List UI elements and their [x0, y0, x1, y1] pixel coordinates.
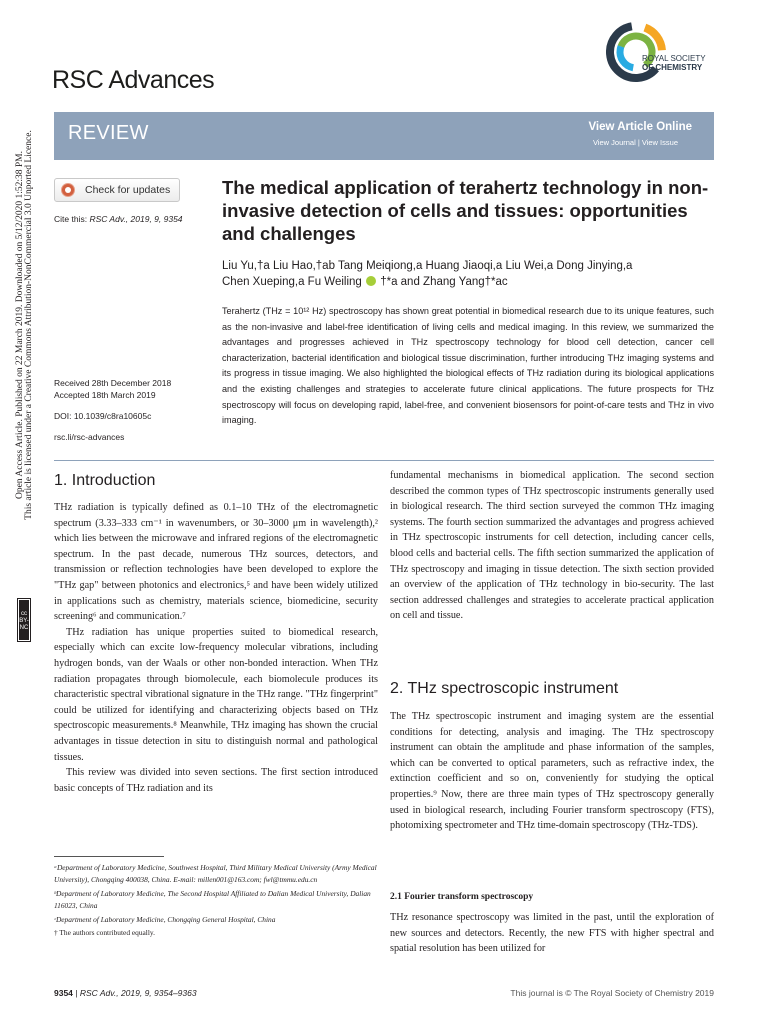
- cc-license-badge[interactable]: [17, 598, 31, 642]
- section-2-heading: 2. THz spectroscopic instrument: [390, 680, 619, 697]
- rsc-logo-icon: [606, 18, 718, 88]
- article-type-banner: [54, 112, 714, 160]
- cite-label: Cite this:: [54, 214, 90, 224]
- authors-line-2a: Chen Xueping,a Fu Weiling: [222, 276, 362, 288]
- left-column: [54, 500, 378, 796]
- authors-line-1: Liu Yu,†a Liu Hao,†ab Tang Meiqiong,a Huang Jiaoqi,a Liu Wei,a Dong Jinying,a: [222, 260, 633, 272]
- page-number: 9354: [54, 988, 73, 998]
- intro-paragraph-2: THz radiation has unique properties suited to biomedical research, especially which can excite low-frequency molecular vibrations, including hydrogen bonds, van der Waals or other non-bonded interaction. When THz radiation propagates through biomolecule, each biomolecule produces its characteristic spectral vibrational signature in the THz range. "THz fingerprint" could be utilized for identifying and characterizing objects based on THz spectroscopic measurements.⁸ Meanwhile, THz imaging has shown the crucial advantages in tissue detection in situ to distinguish normal and pathological tissues.: [54, 626, 378, 763]
- section-2-1-paragraph: THz resonance spectroscopy was limited in the past, until the exploration of new sources and detectors. Recently, the new FTS with higher spectral and spatial resolution has been utilized for: [390, 912, 714, 955]
- check-updates-button[interactable]: [54, 178, 180, 202]
- check-updates-label: Check for updates: [85, 184, 171, 196]
- open-access-notice: Open Access Article. Published on 22 March 2019. Downloaded on 5/12/2020 1:52:38 PM.: [15, 150, 25, 500]
- footnote-dagger: † The authors contributed equally.: [54, 928, 155, 938]
- article-type: REVIEW: [68, 122, 149, 144]
- journal-link[interactable]: rsc.li/rsc-advances: [54, 432, 125, 442]
- publisher-line-2: OF CHEMISTRY: [642, 63, 703, 72]
- intro-heading: 1. Introduction: [54, 472, 156, 489]
- accepted-date: Accepted 18th March 2019: [54, 390, 156, 400]
- abstract: Terahertz (THz = 10¹² Hz) spectroscopy has shown great potential in biomedical research due to its unique features, such as the non-invasive and label-free identification of living cells and medical imaging. In this review, we summarized the advantages and progresses achieved in THz spectroscopy technology for blood cell detection, cancer cell characterization, bacterial identification and biological tissue discrimination, further introducing THz imaging systems and its progress in tissue imaging. We also highlighted the biological effects of THz radiation during its biological applications and the existing challenges and strategies to accelerate future clinical applications. The future prospects for THz spectroscopy will focus on developing rapid, label-free, and convenient biosensors for point-of-care tests and THz in vivo imaging.: [222, 306, 714, 426]
- footnote-divider: [54, 856, 164, 857]
- authors-line-2b: †*a and Zhang Yang†*ac: [380, 276, 508, 288]
- cite-this: [54, 214, 183, 224]
- received-date: Received 28th December 2018: [54, 378, 172, 388]
- authors-line-2: [222, 274, 714, 290]
- page-footer-right: This journal is © The Royal Society of Chemistry 2019: [510, 988, 714, 998]
- check-updates-icon: [61, 183, 75, 197]
- abstract-divider: [54, 460, 714, 461]
- cc-license-text: cc BY-NC: [19, 611, 29, 631]
- view-journal-issue-links[interactable]: View Journal | View Issue: [592, 138, 678, 147]
- intro-paragraph-3: This review was divided into seven sections. The first section introduced basic concepts of THz radiation and its: [54, 767, 378, 794]
- intro-paragraph-4: fundamental mechanisms in biomedical application. The second section described the common types of THz spectroscopic instruments generally used in biological research. The third section surveyed the common THz imaging systems. The fourth section summarized the advantages and progress achieved in THz spectroscopic instruments for cell detection, including cancer cells, blood cells and bacterial cells. The fifth section summarized the application of THz spectroscopy and imaging in tissue detection. The sixth section provided an overview of the application of THz technology in bio-security. The last section addressed challenges and strategies to accelerate practical application on cell and tissue.: [390, 470, 714, 622]
- footnotes: [54, 862, 378, 940]
- article-dates: [54, 377, 171, 443]
- rsc-logo: [606, 18, 718, 88]
- section-2-1-body: [390, 910, 714, 957]
- section-2-paragraph: The THz spectroscopic instrument and imaging system are the essential conditions for detecting, analysis and imaging. The THz spectroscopy instrument can obtain the amplitude and phase information of the samples, which can be converted to optical parameters, such as refractive index, the extinction coefficient and so on, conveniently for studying the optical properties.⁹ Now, there are three main types of THz spectroscopy generally used in biological research, including Fourier transform spectroscopy (FTS), photomixing spectrometer and THz time-domain spectroscopy (THz-TDS).: [390, 711, 714, 832]
- footnote-c: ᶜDepartment of Laboratory Medicine, Chongqing General Hospital, China: [54, 914, 276, 924]
- page-footer-left: [54, 988, 197, 998]
- footnote-b: ᵇDepartment of Laboratory Medicine, The Second Hospital Affiliated to Dalian Medical University, Dalian 116023, China: [54, 888, 371, 911]
- section-2-body: [390, 709, 714, 834]
- doi[interactable]: DOI: 10.1039/c8ra10605c: [54, 411, 152, 421]
- author-list: [222, 258, 714, 290]
- intro-paragraph-1: THz radiation is typically defined as 0.1–10 THz of the electromagnetic spectrum (3.33–333 cm⁻¹ in wavenumbers, or 30–3000 μm in wavelength),² which lies between the microwave and infrared regions of the electromagnetic spectrum. In the past decade, numerous THz sources, detectors, and transmission or reflection technologies have been developed to explore the "THz gap" between photonics and electronics,⁵ and have been widely utilized in applications such as chemistry, materials science, biomedicine, security screening⁶ and communication.⁷: [54, 502, 378, 623]
- cite-ref: RSC Adv., 2019, 9, 9354: [89, 214, 183, 224]
- orcid-icon[interactable]: [366, 276, 376, 286]
- footnote-a: ᵃDepartment of Laboratory Medicine, Southwest Hospital, Third Military Medical University (Army Medical University), Chongqing 400038, China. E-mail: millen001@163.com; fwl@tmmu.edu.cn: [54, 863, 377, 885]
- publisher-line-1: ROYAL SOCIETY: [642, 54, 706, 63]
- journal-name: RSC Advances: [52, 66, 215, 94]
- article-title: The medical application of terahertz technology in non-invasive detection of cells and tissues: opportunities and challenges: [222, 177, 709, 244]
- section-2-1-heading: 2.1 Fourier transform spectroscopy: [390, 892, 534, 902]
- right-column-top: [390, 468, 714, 624]
- view-article-online-link[interactable]: View Article Online: [588, 121, 692, 133]
- footer-citation: | RSC Adv., 2019, 9, 9354–9363: [72, 988, 197, 998]
- license-notice: This article is licensed under a Creative Commons Attribution-NonCommercial 3.0 Unported Licence.: [24, 130, 34, 520]
